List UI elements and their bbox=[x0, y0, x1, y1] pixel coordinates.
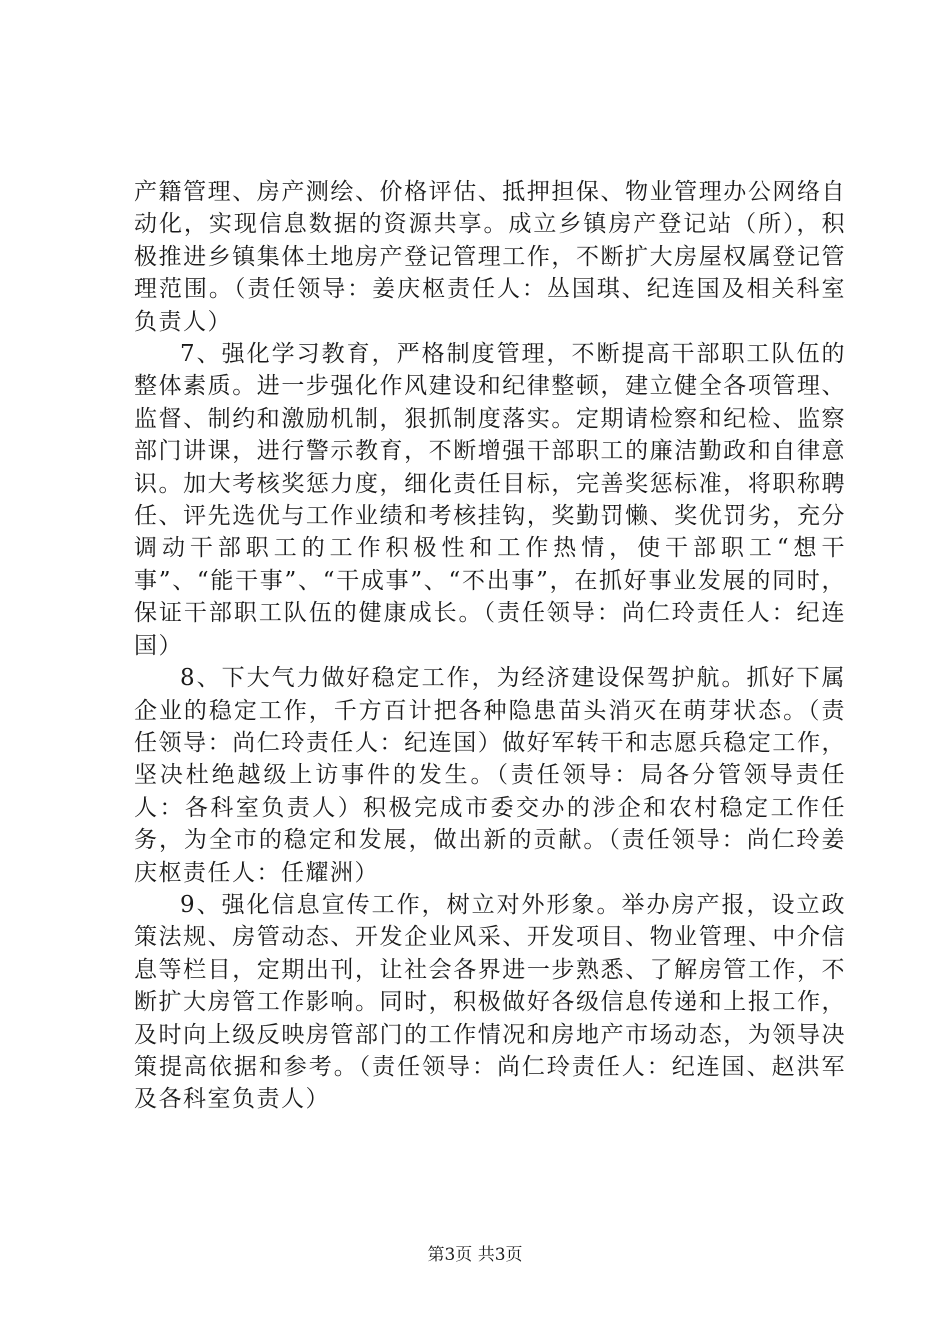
paragraph-continuation: 产籍管理、房产测绘、价格评估、抵押担保、物业管理办公网络自动化，实现信息数据的资源共享。成立乡镇房产登记站（所），积极推进乡镇集体土地房产登记管理工作，不断扩大房屋权属登记管理范围。（责任领导：姜庆枢责任人：丛国琪、纪连国及相关科室负责人） bbox=[134, 179, 846, 335]
paragraph-item-7: 7、强化学习教育，严格制度管理，不断提高干部职工队伍的整体素质。进一步强化作风建设和纪律整顿，建立健全各项管理、监督、制约和激励机制，狠抓制度落实。定期请检察和纪检、监察部门讲课，进行警示教育，不断增强干部职工的廉洁勤政和自律意识。加大考核奖惩力度，细化责任目标，完善奖惩标准，将职称聘任、评先选优与工作业绩和考核挂钩，奖勤罚懒、奖优罚劣，充分调动干部职工的工作积极性和工作热情，使干部职工“想干事”、“能干事”、“干成事”、“不出事”，在抓好事业发展的同时，保证干部职工队伍的健康成长。（责任领导：尚仁玲责任人：纪连国） bbox=[134, 341, 846, 659]
page-number-footer: 第3页 共3页 bbox=[427, 1245, 523, 1265]
paragraph-item-8: 8、下大气力做好稳定工作，为经济建设保驾护航。抓好下属企业的稳定工作，千方百计把各种隐患苗头消灭在萌芽状态。（责任领导：尚仁玲责任人：纪连国）做好军转干和志愿兵稳定工作，坚决杜绝越级上访事件的发生。（责任领导：局各分管领导责任人：各科室负责人）积极完成市委交办的涉企和农村稳定工作任务，为全市的稳定和发展，做出新的贡献。（责任领导：尚仁玲姜庆枢责任人：任耀洲） bbox=[134, 665, 846, 886]
document-body bbox=[134, 176, 846, 1116]
paragraph-item-9: 9、强化信息宣传工作，树立对外形象。举办房产报，设立政策法规、房管动态、开发企业风采、开发项目、物业管理、中介信息等栏目，定期出刊，让社会各界进一步熟悉、了解房管工作，不断扩大房管工作影响。同时，积极做好各级信息传递和上报工作，及时向上级反映房管部门的工作情况和房地产市场动态，为领导决策提高依据和参考。（责任领导：尚仁玲责任人：纪连国、赵洪军及各科室负责人） bbox=[134, 891, 846, 1113]
